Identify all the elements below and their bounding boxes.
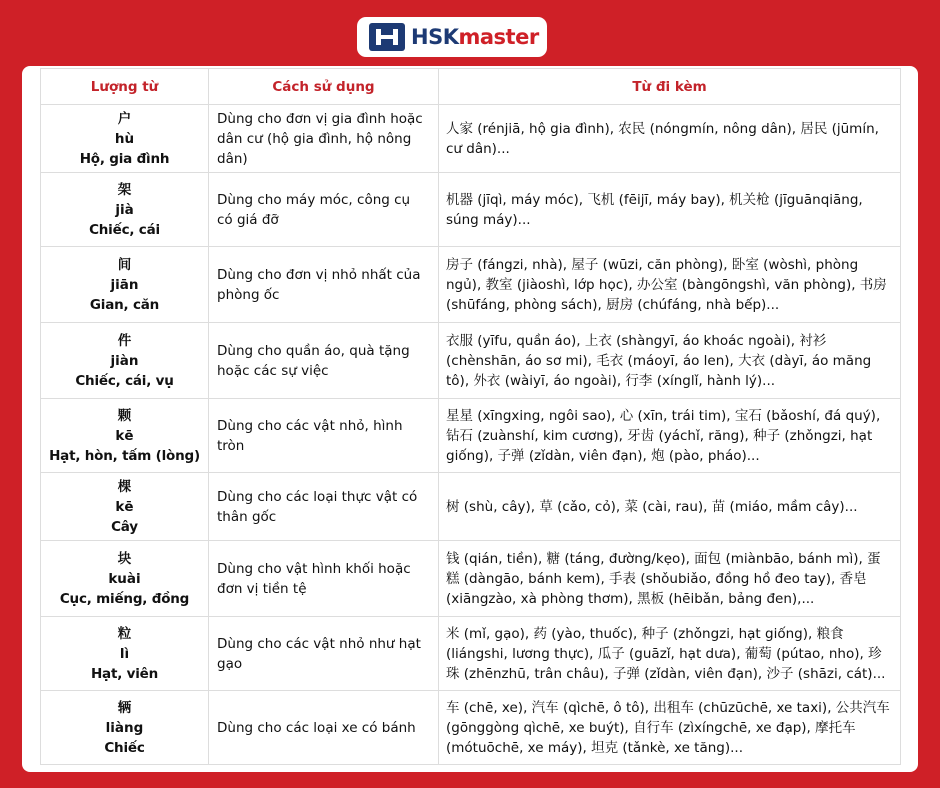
usage-cell: Dùng cho đơn vị gia đình hoặc dân cư (hộ gia đình, hộ nông dân) bbox=[209, 105, 439, 173]
measure-word-cell bbox=[41, 617, 209, 691]
table-row bbox=[41, 399, 901, 473]
table-row bbox=[41, 473, 901, 541]
measure-word-meaning: Hạt, hòn, tấm (lòng) bbox=[49, 447, 200, 464]
brand-hsk: HSK bbox=[411, 25, 459, 49]
header-examples: Từ đi kèm bbox=[439, 69, 901, 105]
measure-word-cell bbox=[41, 105, 209, 173]
measure-word-cell bbox=[41, 541, 209, 617]
usage-cell: Dùng cho máy móc, công cụ có giá đỡ bbox=[209, 173, 439, 247]
table-row bbox=[41, 691, 901, 765]
measure-word-pinyin: kē bbox=[115, 427, 134, 444]
header-usage: Cách sử dụng bbox=[209, 69, 439, 105]
measure-word-cell bbox=[41, 473, 209, 541]
measure-word-cell bbox=[41, 173, 209, 247]
usage-cell: Dùng cho các vật nhỏ, hình tròn bbox=[209, 399, 439, 473]
measure-word-pinyin: hù bbox=[114, 130, 135, 147]
measure-word-pinyin: lì bbox=[119, 645, 130, 662]
measure-word-hanzi: 架 bbox=[117, 181, 132, 198]
examples-cell: 树 (shù, cây), 草 (cǎo, cỏ), 菜 (cài, rau), 苗 (miáo, mầm cây)... bbox=[439, 473, 901, 541]
measure-word-meaning: Chiếc bbox=[104, 739, 145, 756]
header-measure-word: Lượng từ bbox=[41, 69, 209, 105]
examples-cell: 人家 (rénjiā, hộ gia đình), 农民 (nóngmín, nông dân), 居民 (jūmín, cư dân)... bbox=[439, 105, 901, 173]
measure-word-pinyin: jià bbox=[115, 201, 134, 218]
measure-word-hanzi: 粒 bbox=[117, 625, 132, 642]
examples-cell: 衣服 (yīfu, quần áo), 上衣 (shàngyī, áo khoác ngoài), 衬衫 (chènshān, áo sơ mi), 毛衣 (máoyī, áo len), 大衣 (dàyī, áo măng tô), 外衣 (wàiyī, áo ngoài), 行李 (xínglǐ, hành lý)... bbox=[439, 323, 901, 399]
measure-word-cell bbox=[41, 399, 209, 473]
table-row bbox=[41, 247, 901, 323]
examples-cell: 机器 (jīqì, máy móc), 飞机 (fēijī, máy bay), 机关枪 (jīguānqiāng, súng máy)... bbox=[439, 173, 901, 247]
measure-word-pinyin: jiān bbox=[110, 276, 139, 293]
measure-word-pinyin: liàng bbox=[105, 719, 144, 736]
measure-word-cell bbox=[41, 247, 209, 323]
logo-mark-icon bbox=[369, 23, 405, 51]
measure-word-meaning: Chiếc, cái bbox=[89, 221, 160, 238]
measure-word-meaning: Gian, căn bbox=[89, 296, 160, 313]
brand-master: master bbox=[458, 25, 539, 49]
measure-word-hanzi: 颗 bbox=[117, 407, 132, 424]
measure-word-hanzi: 件 bbox=[117, 332, 132, 349]
measure-word-table bbox=[40, 68, 901, 765]
usage-cell: Dùng cho đơn vị nhỏ nhất của phòng ốc bbox=[209, 247, 439, 323]
examples-cell: 米 (mǐ, gạo), 药 (yào, thuốc), 种子 (zhǒngzi, hạt giống), 粮食 (liángshi, lương thực), 瓜子 (guāzǐ, hạt dưa), 葡萄 (pútao, nho), 珍珠 (zhēnzhū, trân châu), 子弹 (zǐdàn, viên đạn), 沙子 (shāzi, cát)... bbox=[439, 617, 901, 691]
measure-word-hanzi: 辆 bbox=[117, 699, 132, 716]
measure-word-meaning: Cây bbox=[111, 518, 138, 535]
usage-cell: Dùng cho các loại thực vật có thân gốc bbox=[209, 473, 439, 541]
examples-cell: 车 (chē, xe), 汽车 (qìchē, ô tô), 出租车 (chūzūchē, xe taxi), 公共汽车 (gōnggòng qìchē, xe buýt), 自行车 (zìxíngchē, xe đạp), 摩托车 (mótuōchē, xe máy), 坦克 (tǎnkè, xe tăng)... bbox=[439, 691, 901, 765]
table-header-row bbox=[41, 69, 901, 105]
examples-cell: 钱 (qián, tiền), 糖 (táng, đường/kẹo), 面包 (miànbāo, bánh mì), 蛋糕 (dàngāo, bánh kem), 手表 (shǒubiǎo, đồng hồ đeo tay), 香皂 (xiāngzào, xà phòng thơm), 黑板 (hēibǎn, bảng đen),... bbox=[439, 541, 901, 617]
measure-word-pinyin: kuài bbox=[108, 570, 141, 587]
measure-word-cell bbox=[41, 691, 209, 765]
measure-word-meaning: Hộ, gia đình bbox=[79, 150, 170, 167]
usage-cell: Dùng cho vật hình khối hoặc đơn vị tiền tệ bbox=[209, 541, 439, 617]
table-row bbox=[41, 173, 901, 247]
table-row bbox=[41, 541, 901, 617]
measure-word-meaning: Chiếc, cái, vụ bbox=[75, 372, 174, 389]
examples-cell: 星星 (xīngxing, ngôi sao), 心 (xīn, trái tim), 宝石 (bǎoshí, đá quý), 钻石 (zuànshí, kim cương), 牙齿 (yáchǐ, răng), 种子 (zhǒngzi, hạt giống), 子弹 (zǐdàn, viên đạn), 炮 (pào, pháo)... bbox=[439, 399, 901, 473]
measure-word-meaning: Hạt, viên bbox=[90, 665, 159, 682]
measure-word-pinyin: kē bbox=[115, 498, 134, 515]
measure-word-hanzi: 块 bbox=[117, 550, 132, 567]
table-row bbox=[41, 105, 901, 173]
usage-cell: Dùng cho các loại xe có bánh bbox=[209, 691, 439, 765]
brand-name bbox=[411, 25, 539, 49]
table-row bbox=[41, 617, 901, 691]
measure-word-cell bbox=[41, 323, 209, 399]
measure-word-hanzi: 间 bbox=[117, 256, 132, 273]
table-row bbox=[41, 323, 901, 399]
measure-word-meaning: Cục, miếng, đồng bbox=[59, 590, 190, 607]
examples-cell: 房子 (fángzi, nhà), 屋子 (wūzi, căn phòng), 卧室 (wòshì, phòng ngủ), 教室 (jiàoshì, lớp học), 办公室 (bàngōngshì, văn phòng), 书房 (shūfáng, phòng sách), 厨房 (chúfáng, nhà bếp)... bbox=[439, 247, 901, 323]
measure-word-pinyin: jiàn bbox=[110, 352, 139, 369]
brand-logo bbox=[357, 17, 547, 57]
measure-word-hanzi: 户 bbox=[117, 110, 132, 127]
table-card bbox=[22, 66, 918, 772]
usage-cell: Dùng cho quần áo, quà tặng hoặc các sự việc bbox=[209, 323, 439, 399]
measure-word-hanzi: 棵 bbox=[117, 478, 132, 495]
usage-cell: Dùng cho các vật nhỏ như hạt gạo bbox=[209, 617, 439, 691]
